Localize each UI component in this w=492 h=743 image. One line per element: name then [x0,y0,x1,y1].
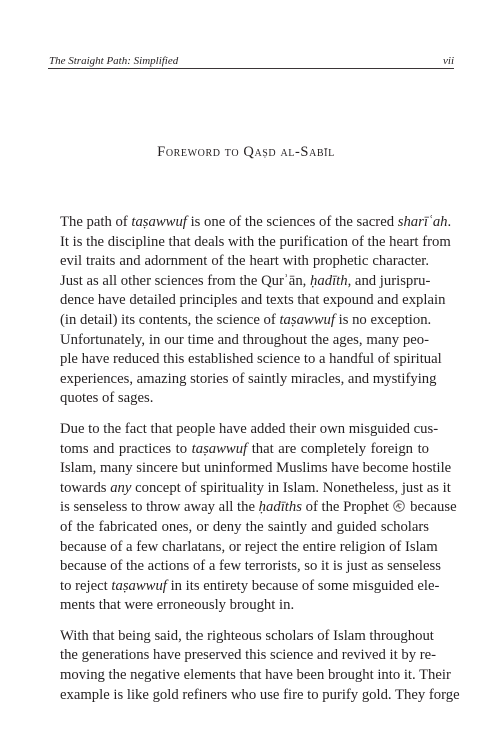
running-head-book-title: The Straight Path: Simplified [49,55,179,67]
text-run: of the fabricated ones, or deny the saintly and guided scholars [60,518,429,535]
paragraph [60,627,460,705]
italic-term: any [110,479,132,496]
italic-term: sharīʿah [397,214,448,230]
text-run: The path of [60,214,132,230]
text-run: toms and practices to [60,440,192,457]
text-run: moving the negative elements that have been brought into it. Their [60,667,451,684]
text-line [60,350,442,370]
text-line [60,252,429,272]
text-run: experiences, amazing stories of saintly miracles, and mystifying [60,370,437,387]
text-run: , and juris [347,272,406,289]
text-run: is one of the sciences of the sacred [186,214,398,230]
body-text [60,213,460,716]
text-run: ple have reduced this established science to a handful of spiritual [60,351,442,368]
text-run: Just as all other sciences from the Qurʾān, [60,272,311,289]
italic-term: taṣawwuf [131,214,187,230]
text-run: (in detail) its contents, the science of [60,311,280,328]
text-line [60,311,432,331]
italic-term: ḥadīths [258,499,302,516]
text-run: is no exception. [334,311,432,328]
text-line [60,459,452,479]
text-run: that are completely foreign to [247,440,430,457]
text-run: because of a few charlatans, or reject the entire religion of Islam [60,538,438,555]
italic-term: taṣawwuf [111,577,167,594]
text-run: Unfortunately, in our time and throughout the ages, many peo- [60,331,429,348]
chapter-title: Foreword to Qaṣd al-Sabīl [157,144,335,160]
paragraph [60,213,452,409]
text-line [60,331,429,351]
text-run: It is the discipline that deals with the purification of the heart from [60,233,451,250]
text-run: Due to the fact that people have added their own misguided cus- [60,420,439,437]
text-line [60,686,460,706]
salawat-honorific-icon [393,500,405,512]
text-run: . [447,214,452,230]
text-line [60,596,429,616]
text-run: the generations have preserved this science and revived it by re- [60,647,437,664]
text-line [60,518,429,538]
running-head [48,54,454,69]
text-run: dence have detailed principles and texts that expound and explain [60,292,446,309]
text-line [60,627,434,647]
text-line [60,557,441,577]
text-run: Islam, many sincere but uninformed Muslims have become hostile [60,460,452,477]
text-run: concept of spirituality in Islam. Nonetheless, just as it [131,479,451,496]
text-run: is senseless to throw away all the [60,499,259,516]
text-line [60,291,446,311]
italic-term: ḥadīth [310,272,348,289]
text-run: quotes of sages. [60,390,154,407]
text-run: ments that were erroneously brought in. [60,597,295,614]
text-run: because [406,499,457,516]
text-run: With that being said, the righteous scholars of Islam throughout [60,627,434,644]
text-line [60,389,429,409]
page-number: vii [443,55,454,67]
text-line [60,213,452,233]
text-line [60,577,440,597]
text-line [60,538,438,558]
text-run: evil traits and adornment of the heart with prophetic character. [60,253,429,270]
text-run: to reject [60,577,112,594]
italic-term: taṣawwuf [191,440,248,457]
text-line [60,646,437,666]
text-line [60,479,451,499]
text-line [60,666,451,686]
text-run: pru- [405,272,431,289]
text-run: of the Prophet [301,499,393,516]
text-line [60,233,451,253]
text-line [60,272,429,292]
paragraph [60,420,457,616]
text-line [60,370,437,390]
text-run: in its entirety because of some misguided ele- [166,577,440,594]
text-run: example is like gold refiners who use fire to purify gold. They forge [60,686,460,703]
italic-term: taṣawwuf [279,311,335,328]
text-line [60,420,439,440]
text-run: towards [60,479,111,496]
text-run: because of the actions of a few terrorists, so it is just as senseless [60,558,441,575]
text-line [60,498,457,518]
text-line [60,440,429,460]
